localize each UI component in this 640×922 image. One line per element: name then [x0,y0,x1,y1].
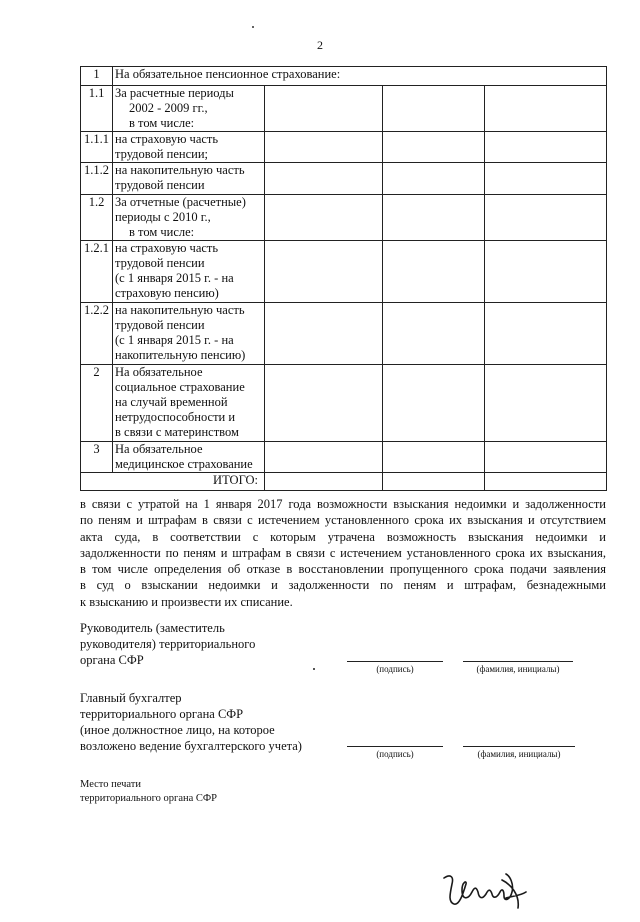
table-row [81,132,607,163]
row-label: На обязательное медицинское страхование [113,442,265,473]
value-cell [383,241,485,303]
value-cell [383,303,485,365]
table-row [81,365,607,442]
row-number: 1.1.2 [81,163,113,195]
row-number: 1.1 [81,86,113,132]
value-cell [265,303,383,365]
value-cell [265,195,383,241]
table-row [81,86,607,132]
value-cell [265,442,383,473]
value-cell [265,132,383,163]
value-cell [383,442,485,473]
total-cell [383,473,485,491]
accountant-name-caption: (фамилия, инициалы) [477,749,561,759]
handwritten-signature [440,870,530,919]
row-label: на накопительную часть трудовой пенсии [113,163,265,195]
table-row [81,442,607,473]
row-label: на страховую часть трудовой пенсии; [113,132,265,163]
table-row [81,241,607,303]
speck [313,668,315,670]
total-cell [265,473,383,491]
head-signature-line [347,661,443,662]
signature-scribble-icon [440,870,530,914]
row-number: 1 [81,67,113,86]
value-cell [265,163,383,195]
row-label: За отчетные (расчетные) периоды с 2010 г., в том числе: [113,195,265,241]
value-cell [383,365,485,442]
row-number: 1.2.1 [81,241,113,303]
row-number: 3 [81,442,113,473]
row-label: На обязательное пенсионное страхование: [113,67,607,86]
value-cell [485,365,607,442]
head-name-line [463,661,573,662]
value-cell [485,241,607,303]
value-cell [485,303,607,365]
row-label: На обязательное социальное страхование на случай временной нетрудоспособности и в связи с материнством [113,365,265,442]
row-number: 2 [81,365,113,442]
value-cell [383,86,485,132]
accountant-title: Главный бухгалтер территориального органа СФР (иное должностное лицо, на которое возложено ведение бухгалтерского учета) [80,691,302,753]
table-row [81,195,607,241]
value-cell [485,132,607,163]
head-title: Руководитель (заместитель руководителя) территориального органа СФР [80,621,256,667]
row-number: 1.1.1 [81,132,113,163]
total-cell [485,473,607,491]
total-row [81,473,607,491]
speck [252,26,254,28]
value-cell [485,86,607,132]
accountant-name-line [463,746,575,747]
row-label: на страховую часть трудовой пенсии (с 1 января 2015 г. - на страховую пенсию) [113,241,265,303]
value-cell [265,241,383,303]
total-label: ИТОГО: [81,473,265,491]
row-number: 1.2 [81,195,113,241]
table-row [81,67,607,86]
table-row [81,303,607,365]
accountant-signature-line [347,746,443,747]
head-name-caption: (фамилия, инициалы) [476,664,560,674]
row-number: 1.2.2 [81,303,113,365]
value-cell [383,195,485,241]
body-paragraph: в связи с утратой на 1 января 2017 года возможности взыскания недоимки и задолженности по пеням и штрафам в связи с истечением установленного срока их взыскания и отсутствием акта суда, в соответствии с которым утрачена возможность взыскания недоимки и задолженности по пеням и штрафам в связи с истечением установленного срока их взыскания, в том числе определения об отказе в восстановлении пропущенного срока подачи заявления в суд о взыскании недоимки и задолженности по пеням и штрафам, безнадежными к взысканию и произвести их списание. [80,497,606,609]
value-cell [265,365,383,442]
page-number: 2 [317,38,323,52]
value-cell [383,163,485,195]
value-cell [265,86,383,132]
value-cell [383,132,485,163]
row-label: на накопительную часть трудовой пенсии (с 1 января 2015 г. - на накопительную пенсию) [113,303,265,365]
accountant-signature-caption: (подпись) [376,749,414,759]
value-cell [485,195,607,241]
stamp-place: Место печати территориального органа СФР [80,779,218,804]
table-row [81,163,607,195]
data-table [80,66,607,491]
value-cell [485,442,607,473]
head-signature-caption: (подпись) [376,664,414,674]
value-cell [485,163,607,195]
row-label: За расчетные периоды 2002 - 2009 гг., в том числе: [113,86,265,132]
